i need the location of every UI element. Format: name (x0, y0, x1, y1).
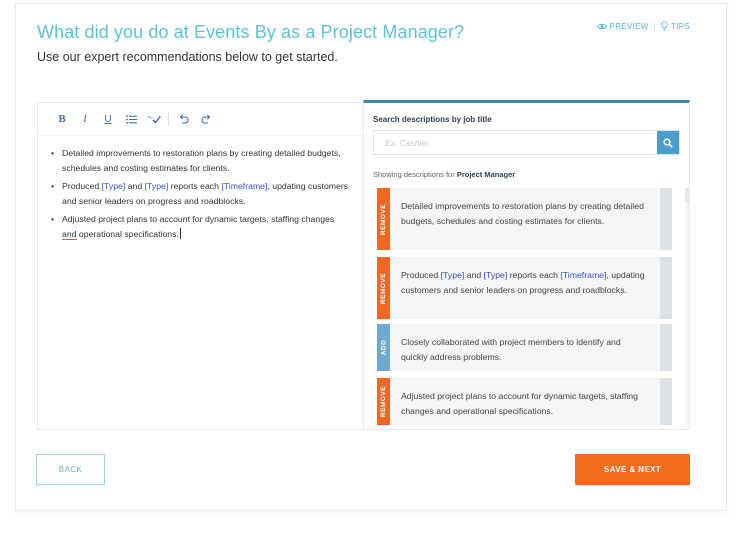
item-edge (660, 257, 672, 319)
placeholder-tag: [Type] (483, 270, 508, 280)
suggestion-text (390, 188, 660, 250)
remove-button[interactable] (377, 378, 390, 425)
text-segment: Produced (401, 270, 441, 280)
placeholder-tag: [Type] (101, 181, 126, 191)
item-edge (660, 324, 672, 371)
text-segment: and (125, 181, 145, 191)
text-segment: Detailed improvements to restoration plans by creating detailed budgets, schedules and costing estimates for clients. (401, 201, 644, 226)
suggestion-item[interactable] (377, 257, 672, 319)
suggestion-text (390, 378, 660, 425)
tips-label: TIPS (671, 21, 690, 31)
undo-button[interactable] (174, 110, 192, 128)
scrollbar-thumb[interactable] (685, 188, 689, 202)
showing-prefix: Showing descriptions for (373, 170, 455, 179)
redo-button[interactable] (197, 110, 215, 128)
italic-button[interactable] (76, 110, 94, 128)
lightbulb-icon (661, 21, 668, 31)
suggestion-text (390, 257, 660, 319)
text-cursor (180, 228, 181, 239)
placeholder-tag: [Type] (440, 270, 465, 280)
editor-bullet[interactable] (50, 146, 351, 176)
misspelled-word: and (62, 229, 77, 239)
bullet-list-button[interactable] (122, 110, 140, 128)
placeholder-tag: [Type] (144, 181, 169, 191)
text-segment: , updating customers and senior leaders on progress and roadblocks. (401, 270, 645, 295)
editor-bullet[interactable] (50, 212, 351, 242)
item-edge (660, 378, 672, 425)
list-icon (126, 115, 137, 124)
suggestion-text (390, 324, 660, 371)
editor-bullet[interactable] (50, 179, 351, 209)
suggestions-panel (363, 100, 690, 430)
list-scrollbar[interactable] (685, 188, 689, 428)
back-button[interactable]: BACK (36, 454, 105, 485)
eye-icon (597, 23, 607, 30)
page-subtitle: Use our expert recommendations below to get started. (37, 50, 338, 64)
action-label: REMOVE (380, 385, 388, 418)
placeholder-tag: [Timeframe] (221, 181, 268, 191)
text-segment: operational specifications. (76, 229, 179, 239)
suggestion-item[interactable] (377, 378, 672, 425)
text-segment: Adjusted project plans to account for dynamic targets, staffing changes (62, 214, 335, 224)
bold-icon: B (58, 113, 66, 125)
action-label: REMOVE (380, 272, 388, 304)
text-segment: Closely collaborated with project members to identify and quickly address problems. (401, 337, 621, 362)
undo-icon (178, 114, 189, 124)
remove-button[interactable] (377, 257, 390, 319)
save-next-button[interactable]: SAVE & NEXT (575, 454, 690, 485)
text-segment: Detailed improvements to restoration plans by creating detailed budgets, schedules and costing estimates for clients. (62, 148, 341, 173)
link-separator: | (653, 21, 657, 31)
text-segment: reports each (507, 270, 561, 280)
remove-button[interactable] (377, 188, 390, 250)
search-input[interactable] (374, 131, 658, 154)
editor-toolbar (38, 103, 363, 136)
underline-button[interactable] (99, 110, 117, 128)
action-label: ADD (380, 339, 387, 356)
page-title: What did you do at Events By as a Project Manager? (37, 22, 465, 42)
bold-button[interactable] (53, 110, 71, 128)
item-edge (660, 188, 672, 250)
editor-bullet-list[interactable] (38, 136, 363, 242)
text-segment: , updating customers and senior leaders on progress and roadblocks. (62, 181, 349, 206)
search-label: Search descriptions by job title (373, 115, 492, 124)
redo-icon (201, 114, 212, 124)
preview-link[interactable] (597, 22, 649, 31)
underline-icon: U (104, 113, 112, 125)
spellcheck-icon (147, 114, 161, 124)
top-links (597, 21, 690, 31)
text-segment: Adjusted project plans to account for dynamic targets, staffing changes and operational specifications. (401, 391, 638, 416)
action-label: REMOVE (380, 203, 388, 235)
placeholder-tag: [Timeframe] (560, 270, 607, 280)
spellcheck-button[interactable] (145, 110, 163, 128)
search-icon (663, 138, 673, 148)
suggestion-item[interactable] (377, 188, 672, 250)
job-title-search (373, 130, 680, 155)
tips-link[interactable] (661, 21, 690, 31)
showing-job-title: Project Manager (456, 170, 516, 179)
suggestion-item[interactable] (377, 324, 672, 371)
text-segment: reports each (168, 181, 222, 191)
showing-descriptions (373, 170, 515, 179)
text-editor[interactable] (37, 102, 363, 430)
add-button[interactable] (377, 324, 390, 371)
text-segment: and (464, 270, 484, 280)
search-button[interactable] (657, 131, 679, 154)
preview-label: PREVIEW (609, 21, 649, 31)
italic-icon: I (83, 113, 87, 125)
suggestion-list (377, 188, 685, 428)
toolbar-divider (168, 112, 169, 126)
text-segment: Produced (62, 181, 102, 191)
